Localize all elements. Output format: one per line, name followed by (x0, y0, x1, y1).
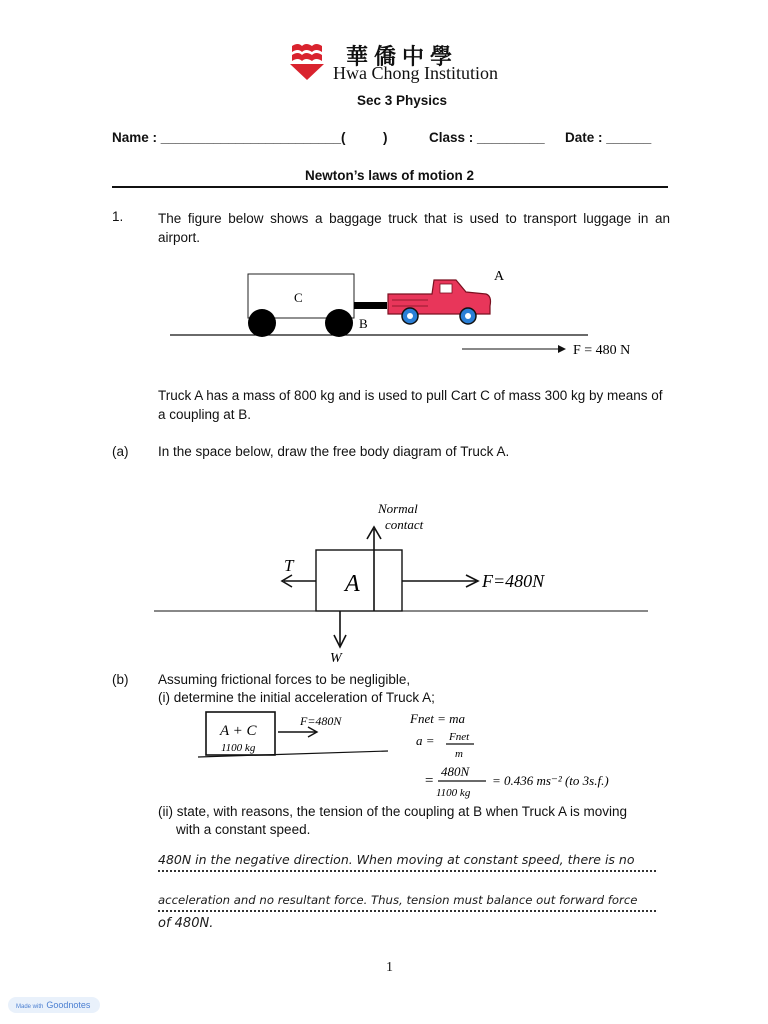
eq-fnet-num: Fnet (449, 731, 470, 743)
goodnotes-badge (8, 997, 100, 1013)
title-divider (112, 186, 668, 188)
question-statement: Truck A has a mass of 800 kg and is used to pull Cart C of mass 300 kg by means of a coupling at B. (158, 388, 663, 422)
cart-wheel-left (248, 309, 276, 337)
worksheet-title: Newton’s laws of motion 2 (305, 168, 475, 183)
institution-name: Hwa Chong Institution (333, 63, 498, 83)
eq3-numerator: 480N (441, 764, 470, 779)
eq-a-equals: a = (416, 733, 435, 748)
page-number: 1 (386, 960, 393, 975)
eq3-denominator: 1100 kg (436, 787, 471, 799)
combined-force-label: F=480N (300, 714, 342, 728)
question-intro: The figure below shows a baggage truck that is used to transport luggage in an airport. (158, 211, 670, 245)
answer-line-1: 480N in the negative direction. When moving at constant speed, there is no (158, 852, 635, 867)
box-mass-label: 1100 kg (221, 742, 256, 754)
free-body-diagram (140, 495, 660, 665)
applied-force-label: F = 480 N (573, 343, 631, 358)
question-number: 1. (112, 209, 124, 224)
logo-emblem-icon (288, 40, 326, 82)
part-b-text: Assuming frictional forces to be negligible, (158, 672, 411, 687)
truck-a (388, 280, 491, 324)
acceleration-working (190, 705, 670, 805)
normal-label-1: Normal (378, 501, 418, 516)
badge-brand: Goodnotes (46, 1000, 91, 1010)
normal-label-2: contact (385, 517, 424, 532)
part-a-label: (a) (112, 444, 129, 459)
cart-wheel-right (325, 309, 353, 337)
part-b-label: (b) (112, 672, 129, 687)
name-field: Name : ________________________( ) (112, 130, 388, 145)
tension-label: T (284, 556, 294, 575)
dotted-line-1 (158, 870, 656, 872)
badge-made-with: Made with (16, 1004, 44, 1010)
eq3-equals: = (424, 773, 435, 789)
answer-line-3: of 480N. (158, 916, 214, 931)
forward-force-label: F=480N (482, 571, 545, 591)
date-field: Date : ______ (565, 130, 652, 145)
block-a-label: A (345, 571, 360, 597)
eq-m-den: m (455, 748, 463, 760)
part-b-ii-text-1: (ii) state, with reasons, the tension of the coupling at B when Truck A is moving (158, 804, 627, 819)
box-top-label: A + C (220, 723, 257, 739)
baggage-truck-figure (160, 262, 660, 362)
part-a-text: In the space below, draw the free body diagram of Truck A. (158, 444, 510, 459)
class-field: Class : _________ (429, 130, 545, 145)
chinese-school-name: 華僑中學 (346, 44, 459, 69)
weight-label: W (330, 651, 342, 665)
label-a: A (494, 269, 505, 284)
dotted-line-2 (158, 910, 656, 912)
coupling-b (354, 302, 387, 309)
part-b-ii-text-2: with a constant speed. (176, 822, 311, 837)
answer-line-2: acceleration and no resultant force. Thus, tension must balance out forward force (158, 893, 638, 907)
eq-fnet-ma: Fnet = ma (410, 711, 465, 726)
label-b: B (359, 316, 368, 331)
subject-label: Sec 3 Physics (357, 93, 448, 108)
part-b-i-text: (i) determine the initial acceleration of Truck A; (158, 690, 435, 705)
acceleration-result: = 0.436 ms⁻² (to 3s.f.) (492, 773, 609, 788)
label-c: C (294, 290, 303, 305)
school-logo (288, 40, 326, 82)
